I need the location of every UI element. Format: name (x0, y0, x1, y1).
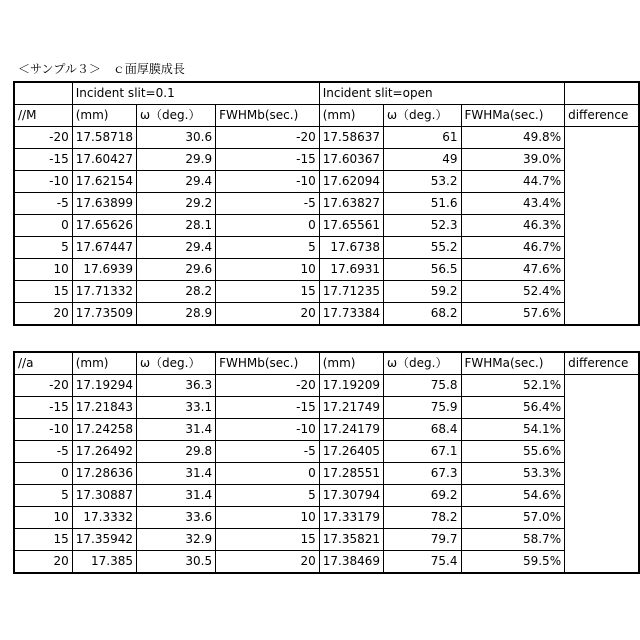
mm-cell: 5 (14, 237, 72, 259)
fwhma-cell: 55.2 (384, 237, 462, 259)
fwhmb-cell: 29.2 (137, 193, 216, 215)
header-incident-slit-open: Incident slit=open (319, 82, 564, 105)
difference-cell: 58.7% (461, 529, 565, 551)
omega-cell: 17.58718 (72, 127, 136, 149)
table-row (14, 149, 639, 171)
mm-cell: -15 (216, 149, 320, 171)
difference-cell: 56.4% (461, 397, 565, 419)
omega-cell: 17.30887 (72, 485, 136, 507)
difference-cell: 54.6% (461, 485, 565, 507)
omega-cell: 17.71332 (72, 281, 136, 303)
omega-cell: 17.6939 (72, 259, 136, 281)
fwhmb-cell: 28.2 (137, 281, 216, 303)
fwhmb-cell: 29.8 (137, 441, 216, 463)
col-header-mm: (mm) (319, 105, 383, 127)
header-incident-slit-01: Incident slit=0.1 (72, 82, 319, 105)
fwhma-cell: 67.1 (384, 441, 462, 463)
col-header-difference: difference (565, 352, 639, 375)
difference-cell: 52.4% (461, 281, 565, 303)
mm-cell: -10 (14, 171, 72, 193)
mm-cell: 0 (14, 215, 72, 237)
fwhma-cell: 75.9 (384, 397, 462, 419)
fwhmb-cell: 29.4 (137, 171, 216, 193)
table-row (14, 303, 639, 326)
mm-cell: 0 (14, 463, 72, 485)
mm-cell: -5 (216, 441, 320, 463)
difference-cell: 49.8% (461, 127, 565, 149)
omega-cell: 17.62094 (319, 171, 383, 193)
table-row (14, 281, 639, 303)
table1-body (14, 127, 639, 326)
difference-cell: 43.4% (461, 193, 565, 215)
table-row (14, 215, 639, 237)
mm-cell: -5 (216, 193, 320, 215)
omega-cell: 17.63899 (72, 193, 136, 215)
fwhma-cell: 67.3 (384, 463, 462, 485)
table-a-direction (13, 351, 640, 574)
fwhmb-cell: 28.9 (137, 303, 216, 326)
fwhma-cell: 49 (384, 149, 462, 171)
mm-cell: 15 (216, 281, 320, 303)
mm-cell: 20 (14, 303, 72, 326)
table-row (14, 193, 639, 215)
omega-cell: 17.19209 (319, 375, 383, 397)
omega-cell: 17.60367 (319, 149, 383, 171)
table-row (14, 397, 639, 419)
difference-cell: 55.6% (461, 441, 565, 463)
omega-cell: 17.24179 (319, 419, 383, 441)
mm-cell: 10 (14, 507, 72, 529)
difference-cell: 44.7% (461, 171, 565, 193)
fwhma-cell: 53.2 (384, 171, 462, 193)
group-label-a: //a (14, 352, 72, 375)
omega-cell: 17.63827 (319, 193, 383, 215)
mm-cell: 15 (14, 281, 72, 303)
omega-cell: 17.67447 (72, 237, 136, 259)
mm-cell: -20 (14, 375, 72, 397)
table-row (14, 507, 639, 529)
difference-cell: 39.0% (461, 149, 565, 171)
omega-cell: 17.60427 (72, 149, 136, 171)
fwhma-cell: 75.8 (384, 375, 462, 397)
omega-cell: 17.28636 (72, 463, 136, 485)
fwhmb-cell: 30.5 (137, 551, 216, 574)
table1-corner-cell (14, 82, 72, 105)
mm-cell: 15 (14, 529, 72, 551)
table1-header-empty (565, 82, 639, 105)
omega-cell: 17.65626 (72, 215, 136, 237)
table-row (14, 551, 639, 574)
mm-cell: 5 (216, 485, 320, 507)
mm-cell: 5 (14, 485, 72, 507)
table-incident-slit (13, 81, 640, 326)
mm-cell: 10 (14, 259, 72, 281)
omega-cell: 17.19294 (72, 375, 136, 397)
col-header-fwhmb: FWHMb(sec.) (216, 105, 320, 127)
omega-cell: 17.62154 (72, 171, 136, 193)
fwhma-cell: 59.2 (384, 281, 462, 303)
mm-cell: 15 (216, 529, 320, 551)
omega-cell: 17.6738 (319, 237, 383, 259)
fwhma-cell: 79.7 (384, 529, 462, 551)
omega-cell: 17.71235 (319, 281, 383, 303)
table-row (14, 259, 639, 281)
fwhma-cell: 52.3 (384, 215, 462, 237)
omega-cell: 17.6931 (319, 259, 383, 281)
fwhmb-cell: 33.1 (137, 397, 216, 419)
col-header-omega: ω（deg.） (137, 352, 216, 375)
fwhmb-cell: 29.4 (137, 237, 216, 259)
omega-cell: 17.24258 (72, 419, 136, 441)
omega-cell: 17.26492 (72, 441, 136, 463)
table1-header-row (14, 82, 639, 105)
mm-cell: -15 (216, 397, 320, 419)
omega-cell: 17.73384 (319, 303, 383, 326)
difference-cell: 57.6% (461, 303, 565, 326)
table-row (14, 485, 639, 507)
col-header-omega: ω（deg.） (137, 105, 216, 127)
omega-cell: 17.3332 (72, 507, 136, 529)
fwhmb-cell: 36.3 (137, 375, 216, 397)
table1-column-headers (14, 105, 639, 127)
table-row (14, 441, 639, 463)
table2-column-headers (14, 352, 639, 375)
difference-cell: 47.6% (461, 259, 565, 281)
omega-cell: 17.35942 (72, 529, 136, 551)
mm-cell: -15 (14, 397, 72, 419)
mm-cell: -5 (14, 193, 72, 215)
omega-cell: 17.73509 (72, 303, 136, 326)
fwhma-cell: 61 (384, 127, 462, 149)
table-row (14, 529, 639, 551)
mm-cell: -10 (216, 171, 320, 193)
fwhmb-cell: 33.6 (137, 507, 216, 529)
col-header-fwhma: FWHMa(sec.) (461, 105, 565, 127)
fwhma-cell: 51.6 (384, 193, 462, 215)
omega-cell: 17.28551 (319, 463, 383, 485)
omega-cell: 17.30794 (319, 485, 383, 507)
fwhmb-cell: 31.4 (137, 419, 216, 441)
difference-cell: 52.1% (461, 375, 565, 397)
group-label-m: //M (14, 105, 72, 127)
mm-cell: 0 (216, 463, 320, 485)
mm-cell: -5 (14, 441, 72, 463)
omega-cell: 17.35821 (319, 529, 383, 551)
omega-cell: 17.58637 (319, 127, 383, 149)
table-row (14, 463, 639, 485)
omega-cell: 17.65561 (319, 215, 383, 237)
mm-cell: 20 (216, 551, 320, 574)
mm-cell: 10 (216, 259, 320, 281)
fwhmb-cell: 29.9 (137, 149, 216, 171)
col-header-mm: (mm) (319, 352, 383, 375)
mm-cell: 0 (216, 215, 320, 237)
table-row (14, 375, 639, 397)
col-header-mm: (mm) (72, 352, 136, 375)
difference-cell: 53.3% (461, 463, 565, 485)
col-header-fwhmb: FWHMb(sec.) (216, 352, 320, 375)
fwhma-cell: 68.2 (384, 303, 462, 326)
omega-cell: 17.21843 (72, 397, 136, 419)
omega-cell: 17.33179 (319, 507, 383, 529)
fwhmb-cell: 28.1 (137, 215, 216, 237)
difference-cell: 54.1% (461, 419, 565, 441)
omega-cell: 17.21749 (319, 397, 383, 419)
fwhmb-cell: 30.6 (137, 127, 216, 149)
mm-cell: -20 (216, 127, 320, 149)
mm-cell: 5 (216, 237, 320, 259)
table-row (14, 127, 639, 149)
table-row (14, 237, 639, 259)
table-row (14, 419, 639, 441)
difference-cell: 46.3% (461, 215, 565, 237)
mm-cell: -15 (14, 149, 72, 171)
table-row (14, 171, 639, 193)
difference-cell: 57.0% (461, 507, 565, 529)
mm-cell: 20 (14, 551, 72, 574)
difference-cell: 46.7% (461, 237, 565, 259)
col-header-mm: (mm) (72, 105, 136, 127)
sheet-caption: ＜サンプル３＞ ｃ面厚膜成長 (18, 60, 185, 77)
col-header-omega: ω（deg.） (384, 105, 462, 127)
fwhmb-cell: 31.4 (137, 485, 216, 507)
col-header-fwhma: FWHMa(sec.) (461, 352, 565, 375)
mm-cell: -20 (14, 127, 72, 149)
col-header-omega: ω（deg.） (384, 352, 462, 375)
fwhma-cell: 56.5 (384, 259, 462, 281)
mm-cell: -10 (216, 419, 320, 441)
mm-cell: -10 (14, 419, 72, 441)
mm-cell: -20 (216, 375, 320, 397)
fwhmb-cell: 31.4 (137, 463, 216, 485)
fwhma-cell: 68.4 (384, 419, 462, 441)
fwhmb-cell: 29.6 (137, 259, 216, 281)
difference-cell: 59.5% (461, 551, 565, 574)
mm-cell: 20 (216, 303, 320, 326)
omega-cell: 17.26405 (319, 441, 383, 463)
mm-cell: 10 (216, 507, 320, 529)
col-header-difference: difference (565, 105, 639, 127)
fwhma-cell: 78.2 (384, 507, 462, 529)
table2-body (14, 375, 639, 574)
omega-cell: 17.385 (72, 551, 136, 574)
fwhmb-cell: 32.9 (137, 529, 216, 551)
fwhma-cell: 75.4 (384, 551, 462, 574)
fwhma-cell: 69.2 (384, 485, 462, 507)
omega-cell: 17.38469 (319, 551, 383, 574)
